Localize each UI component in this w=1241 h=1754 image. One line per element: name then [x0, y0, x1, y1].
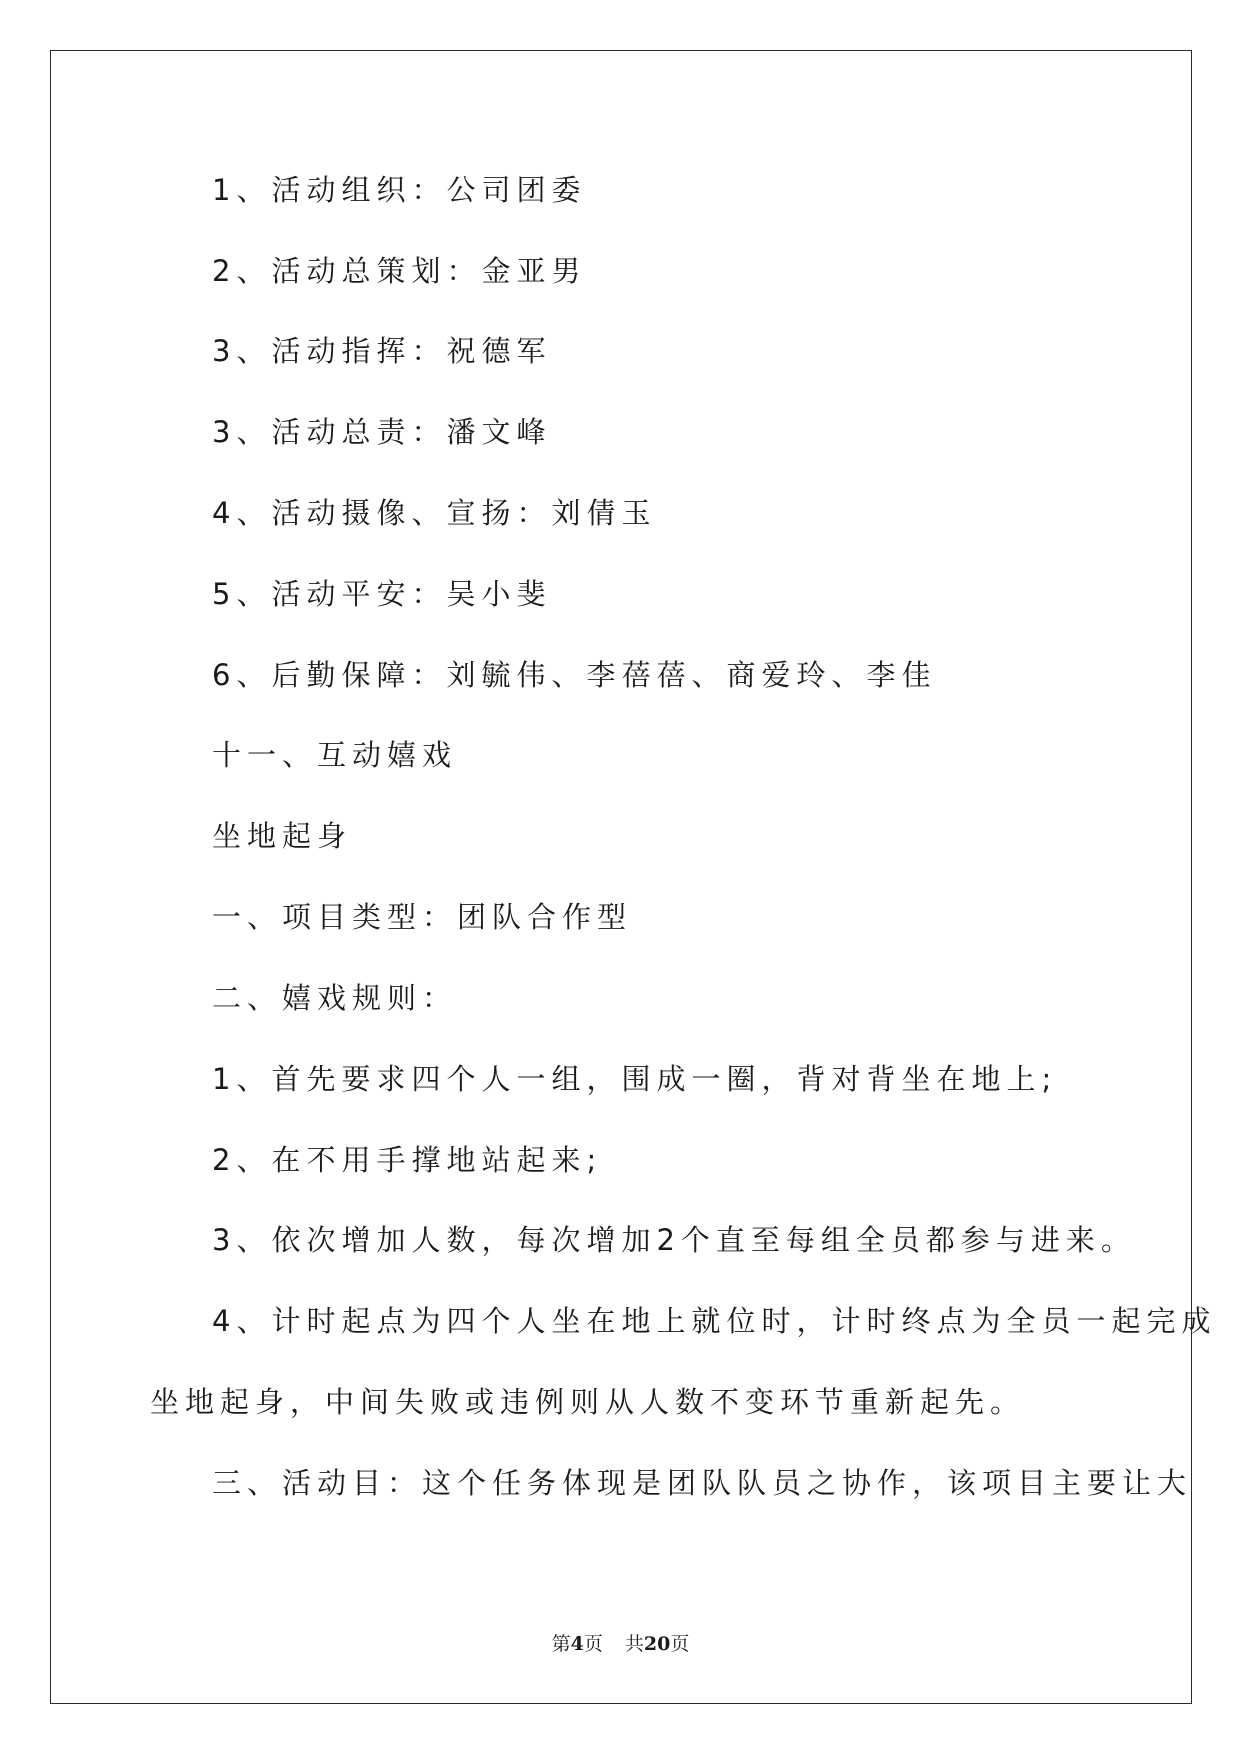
- paragraph-17: 三、活动目：这个任务体现是团队队员之协作，该项目主要让大: [212, 1466, 1193, 1500]
- paragraph-12: 1、首先要求四个人一组，围成一圈，背对背坐在地上;: [212, 1062, 1058, 1096]
- paragraph-6: 5、活动平安：吴小斐: [212, 577, 552, 611]
- page-border: [50, 50, 1192, 1704]
- paragraph-15: 4、计时起点为四个人坐在地上就位时，计时终点为全员一起完成: [212, 1304, 1217, 1338]
- paragraph-5: 4、活动摄像、宣扬：刘倩玉: [212, 496, 657, 530]
- total-prefix: 共: [624, 1633, 644, 1655]
- page-number: 4: [570, 1633, 584, 1655]
- paragraph-7: 6、后勤保障：刘毓伟、李蓓蓓、商爱玲、李佳: [212, 658, 937, 692]
- game-title: 坐地起身: [212, 819, 353, 853]
- paragraph-14: 3、依次增加人数，每次增加2个直至每组全员都参与进来。: [212, 1223, 1136, 1257]
- paragraph-2: 2、活动总策划：金亚男: [212, 254, 587, 288]
- paragraph-1: 1、活动组织：公司团委: [212, 173, 587, 207]
- page-prefix: 第: [551, 1633, 571, 1655]
- page-suffix: 页: [583, 1633, 603, 1655]
- total-pages: 20: [643, 1633, 671, 1655]
- paragraph-10: 一、项目类型：团队合作型: [212, 900, 633, 934]
- paragraph-3: 3、活动指挥：祝德军: [212, 334, 552, 368]
- paragraph-4: 3、活动总责：潘文峰: [212, 415, 552, 449]
- page-footer: [0, 1631, 1241, 1657]
- paragraph-13: 2、在不用手撑地站起来;: [212, 1143, 603, 1177]
- paragraph-16: 坐地起身，中间失败或违例则从人数不变环节重新起先。: [150, 1385, 1026, 1419]
- paragraph-11: 二、嬉戏规则：: [212, 981, 458, 1015]
- total-suffix: 页: [670, 1633, 690, 1655]
- section-heading: 十一、互动嬉戏: [212, 738, 458, 772]
